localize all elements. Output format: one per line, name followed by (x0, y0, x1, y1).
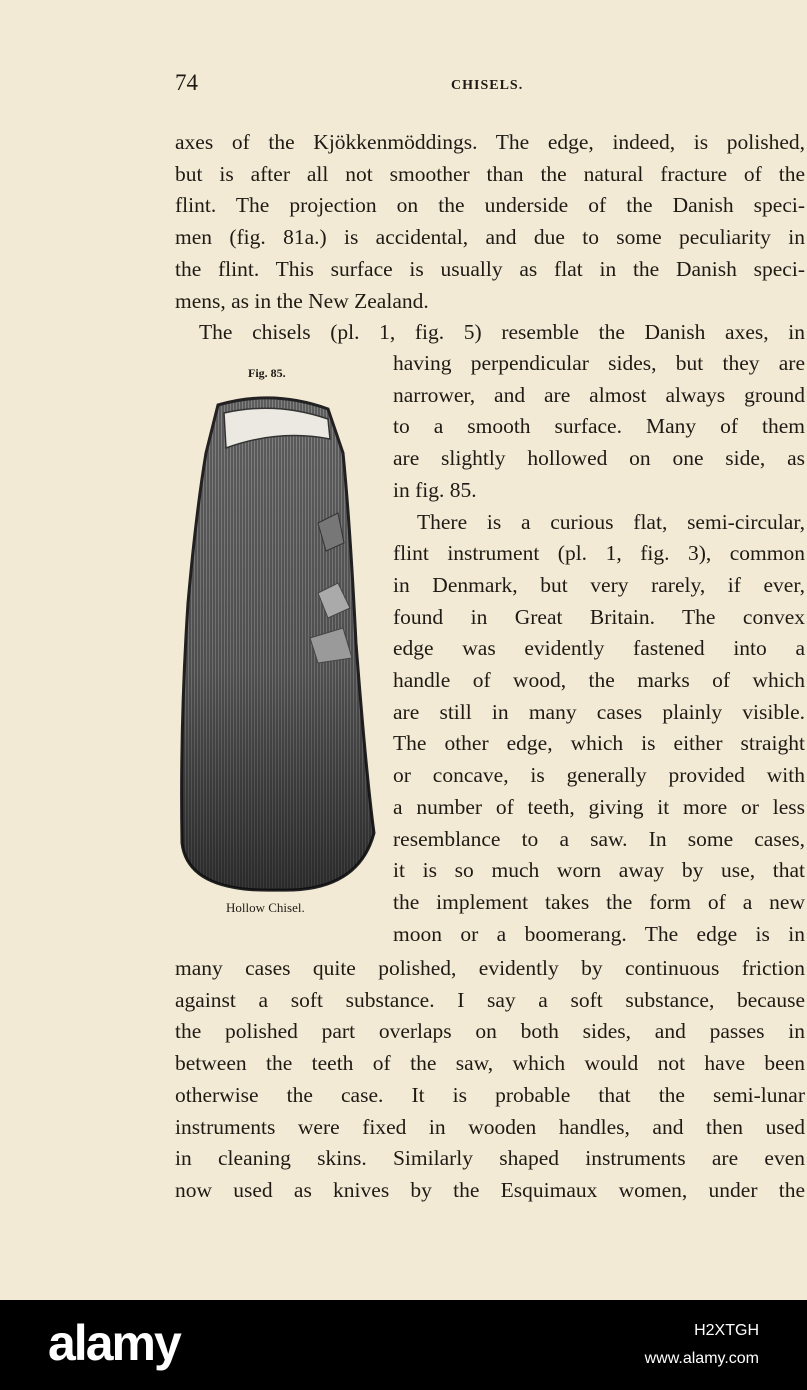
text-line: edge was evidently fastened into a (393, 636, 805, 660)
text-line: against a soft substance. I say a soft substance, because (175, 988, 805, 1012)
text-line: narrower, and are almost always ground (393, 383, 805, 407)
text-line: flint. The projection on the underside of the Danish speci- (175, 193, 805, 217)
text-line: now used as knives by the Esquimaux women, under the (175, 1178, 805, 1202)
text-line: axes of the Kjökkenmöddings. The edge, indeed, is polished, (175, 130, 805, 154)
text-line: in fig. 85. (393, 478, 477, 502)
text-line: found in Great Britain. The convex (393, 605, 805, 629)
text-line: the implement takes the form of a new (393, 890, 805, 914)
watermark-bar (0, 1300, 807, 1390)
text-line: flint instrument (pl. 1, fig. 3), common (393, 541, 805, 565)
text-line: or concave, is generally provided with (393, 763, 805, 787)
text-line: having perpendicular sides, but they are (393, 351, 805, 375)
text-line: men (fig. 81a.) is accidental, and due to some peculiarity in (175, 225, 805, 249)
text-line: The chisels (pl. 1, fig. 5) resemble the Danish axes, in (199, 320, 805, 344)
text-line: many cases quite polished, evidently by continuous friction (175, 956, 805, 980)
text-line: otherwise the case. It is probable that the semi-lunar (175, 1083, 805, 1107)
page-header (175, 70, 805, 104)
text-line: are still in many cases plainly visible. (393, 700, 805, 724)
text-line: instruments were fixed in wooden handles, and then used (175, 1115, 805, 1139)
alamy-logo: alamy (48, 1315, 180, 1371)
text-line: but is after all not smoother than the natural fracture of the (175, 162, 805, 186)
text-line: The other edge, which is either straight (393, 731, 805, 755)
text-line: There is a curious flat, semi-circular, (417, 510, 805, 534)
text-line: the flint. This surface is usually as flat in the Danish speci- (175, 257, 805, 281)
site-url: www.alamy.com (644, 1350, 759, 1367)
running-head: CHISELS. (451, 78, 524, 93)
text-line: a number of teeth, giving it more or less (393, 795, 805, 819)
text-line: in Denmark, but very rarely, if ever, (393, 573, 805, 597)
text-line: resemblance to a saw. In some cases, (393, 827, 805, 851)
text-line: mens, as in the New Zealand. (175, 289, 429, 313)
text-line: moon or a boomerang. The edge is in (393, 922, 805, 946)
chisel-illustration (178, 393, 378, 893)
text-line: the polished part overlaps on both sides, and passes in (175, 1019, 805, 1043)
figure-label: Fig. 85. (248, 366, 286, 380)
text-line: between the teeth of the saw, which would not have been (175, 1051, 805, 1075)
text-line: it is so much worn away by use, that (393, 858, 805, 882)
text-line: in cleaning skins. Similarly shaped instruments are even (175, 1146, 805, 1170)
text-line: are slightly hollowed on one side, as (393, 446, 805, 470)
text-line: handle of wood, the marks of which (393, 668, 805, 692)
figure-caption: Hollow Chisel. (226, 900, 305, 915)
image-id: H2XTGH (694, 1322, 759, 1339)
page-number: 74 (175, 70, 198, 95)
text-line: to a smooth surface. Many of them (393, 414, 805, 438)
